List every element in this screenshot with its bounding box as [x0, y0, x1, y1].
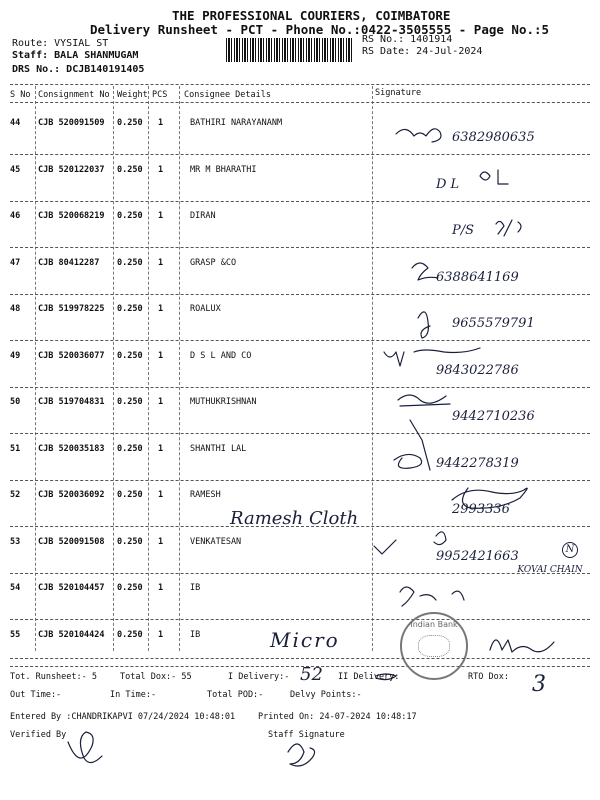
i-delivery-label: I Delivery:- [228, 672, 290, 682]
row-pcs: 1 [158, 118, 164, 128]
row-weight: 0.250 [117, 165, 143, 175]
handwritten-phone: 6382980635 [452, 130, 535, 145]
row-weight: 0.250 [117, 351, 143, 361]
row-weight: 0.250 [117, 537, 143, 547]
row-consignee: IB [190, 630, 201, 640]
row-pcs: 1 [158, 165, 164, 175]
circled-n-mark: N [562, 542, 578, 558]
staff: Staff: BALA SHANMUGAM [12, 50, 139, 61]
total-dox: Total Dox:- 55 [120, 672, 192, 682]
row-consignee: ROALUX [190, 304, 221, 314]
row-weight: 0.250 [117, 304, 143, 314]
in-time: In Time:- [110, 690, 157, 700]
verified-by: Verified By [10, 730, 67, 740]
row-sno: 54 [10, 583, 21, 593]
row-weight: 0.250 [117, 258, 143, 268]
row-weight: 0.250 [117, 397, 143, 407]
rs-number: RS No.: 1401914 [362, 34, 453, 45]
entered-by: Entered By :CHANDRIKAPVI 07/24/2024 10:48:01 [10, 712, 236, 722]
delvy-points: Delvy Points:- [290, 690, 362, 700]
row-consignee: GRASP &CO [190, 258, 237, 268]
row-sno: 45 [10, 165, 21, 175]
row-consignee: BATHIRI NARAYANANM [190, 118, 283, 128]
row-consignee: RAMESH [190, 490, 221, 500]
handwritten-phone: P/S [452, 223, 475, 238]
company-name: THE PROFESSIONAL COURIERS, COIMBATORE [172, 8, 451, 23]
signature-49 [384, 348, 480, 366]
handwritten-phone: 6388641169 [436, 270, 519, 285]
signature-55 [490, 640, 554, 652]
ii-delivery-label: II Delivery: [338, 672, 400, 682]
signature-48 [418, 312, 430, 338]
row-pcs: 1 [158, 304, 164, 314]
handwritten-micro: Micro [270, 628, 340, 652]
row-sno: 53 [10, 537, 21, 547]
col-pcs: PCS [152, 90, 168, 100]
row-sno: 48 [10, 304, 21, 314]
signature-45 [480, 170, 508, 184]
row-consignee: D S L AND CO [190, 351, 252, 361]
handwritten-phone: 9843022786 [436, 363, 519, 378]
row-consignee: IB [190, 583, 201, 593]
row-consignment: CJB 520068219 [38, 211, 105, 221]
row-consignment: CJB 520091509 [38, 118, 105, 128]
stamp-text: Indian Bank [410, 620, 458, 629]
handwritten-phone: 9952421663 [436, 549, 519, 564]
row-consignment: CJB 520104457 [38, 583, 105, 593]
row-consignment: CJB 80412287 [38, 258, 100, 268]
handwritten-phone: 9655579791 [452, 316, 535, 331]
row-consignment: CJB 520036092 [38, 490, 105, 500]
signature-50 [398, 395, 450, 406]
row-weight: 0.250 [117, 118, 143, 128]
row-sno: 49 [10, 351, 21, 361]
handwritten-delivery-count: 52 [300, 664, 323, 685]
signature-47 [412, 263, 438, 280]
out-time: Out Time:- [10, 690, 62, 700]
row-pcs: 1 [158, 537, 164, 547]
row-weight: 0.250 [117, 630, 143, 640]
signature-54 [400, 587, 464, 606]
handwritten-phone: 9442278319 [436, 456, 519, 471]
tot-runsheet: Tot. Runsheet:- 5 [10, 672, 97, 682]
row-consignee: DIRAN [190, 211, 216, 221]
total-pod: Total POD:- [207, 690, 264, 700]
row-weight: 0.250 [117, 444, 143, 454]
row-consignment: CJB 520091508 [38, 537, 105, 547]
row-pcs: 1 [158, 211, 164, 221]
route: Route: VYSIAL ST [12, 38, 109, 49]
row-pcs: 1 [158, 583, 164, 593]
drs-number: DRS No.: DCJB140191405 [12, 64, 145, 75]
row-consignment: CJB 520035183 [38, 444, 105, 454]
signature-46 [496, 220, 521, 236]
col-consignee: Consignee Details [184, 90, 271, 100]
row-consignment: CJB 520104424 [38, 630, 105, 640]
row-consignee: MR M BHARATHI [190, 165, 257, 175]
verified-signature [68, 732, 102, 763]
signature-53 [374, 532, 446, 554]
row-weight: 0.250 [117, 211, 143, 221]
col-weight: Weight [117, 90, 148, 100]
signature-51 [394, 420, 430, 470]
signature-52 [452, 488, 527, 508]
handwritten-phone: D L [436, 177, 460, 192]
row-pcs: 1 [158, 490, 164, 500]
row-sno: 46 [10, 211, 21, 221]
footer-divider [10, 658, 590, 659]
runsheet-subtitle: Delivery Runsheet - PCT - Phone No.:0422-3505555 - Page No.:5 [90, 22, 550, 37]
row-pcs: 1 [158, 351, 164, 361]
row-sno: 51 [10, 444, 21, 454]
row-sno: 47 [10, 258, 21, 268]
row-consignment: CJB 520122037 [38, 165, 105, 175]
row-sno: 52 [10, 490, 21, 500]
staff-signature-label: Staff Signature [268, 730, 345, 740]
row-pcs: 1 [158, 258, 164, 268]
row-consignment: CJB 519978225 [38, 304, 105, 314]
handwritten-rto-count: 3 [532, 672, 546, 697]
signature-44 [396, 129, 441, 142]
row-sno: 55 [10, 630, 21, 640]
row-pcs: 1 [158, 444, 164, 454]
col-sno: S No [10, 90, 31, 100]
row-sno: 50 [10, 397, 21, 407]
row-consignment: CJB 520036077 [38, 351, 105, 361]
col-signature: Signature [375, 88, 422, 98]
handwritten-phone: 9442710236 [452, 409, 535, 424]
handwritten-kovai-chain: KOVAI CHAIN [517, 565, 583, 575]
row-sno: 44 [10, 118, 21, 128]
row-consignee: MUTHUKRISHNAN [190, 397, 257, 407]
staff-signature-scribble [288, 744, 315, 766]
row-pcs: 1 [158, 630, 164, 640]
rs-date: RS Date: 24-Jul-2024 [362, 46, 483, 57]
row-pcs: 1 [158, 397, 164, 407]
col-consignment: Consignment No [38, 90, 110, 100]
printed-on: Printed On: 24-07-2024 10:48:17 [258, 712, 417, 722]
handwritten-phone: 2993336 [452, 502, 510, 517]
row-consignee: VENKATESAN [190, 537, 242, 547]
row-consignee: SHANTHI LAL [190, 444, 247, 454]
rto-dox-label: RTO Dox: [468, 672, 509, 682]
handwritten-ramesh-cloth: Ramesh Cloth [230, 508, 359, 529]
row-consignment: CJB 519704831 [38, 397, 105, 407]
row-weight: 0.250 [117, 490, 143, 500]
row-weight: 0.250 [117, 583, 143, 593]
